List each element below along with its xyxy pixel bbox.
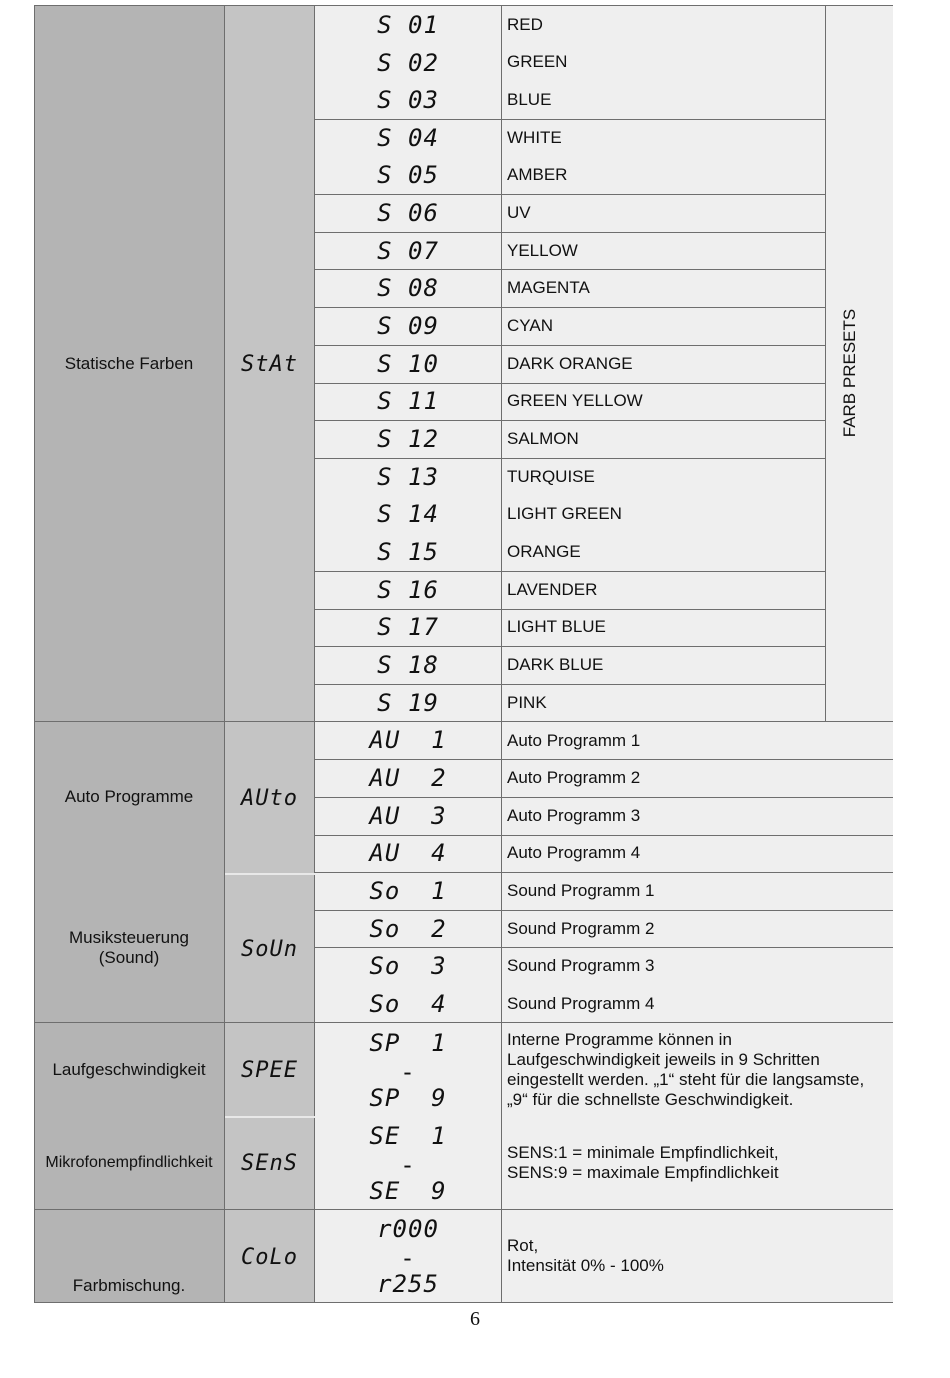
color-code: S 16 [377,576,439,604]
sens-range-start: SE 1 [369,1122,447,1150]
color-code: S 13 [377,463,439,491]
category-music-control: Musiksteuerung [68,928,189,947]
speed-description-line: „9“ für die schnellste Geschwindigkeit. [507,1090,794,1109]
menu-code-stat: StAt [241,352,298,377]
color-code: S 09 [377,312,439,340]
color-name: MAGENTA [507,278,590,297]
speed-range-dash: - [400,1058,416,1086]
menu-code-spee: SPEE [241,1058,298,1083]
color-name: RED [507,15,543,34]
program-code: AU 4 [369,839,447,867]
program-code: AU 3 [369,802,447,830]
mix-range-dash: - [400,1244,416,1272]
menu-code-sens: SEnS [241,1151,298,1176]
speed-range-end: SP 9 [369,1084,447,1112]
program-code: So 1 [369,877,447,905]
mix-description-line: Intensität 0% - 100% [507,1256,664,1275]
color-code: S 08 [377,274,439,302]
program-name: Sound Programm 2 [507,919,655,938]
color-name: BLUE [507,90,552,109]
program-code: AU 1 [369,726,447,754]
category-column-background [35,6,225,1302]
color-name: PINK [507,693,547,712]
category-speed: Laufgeschwindigkeit [52,1060,206,1079]
color-code: S 14 [377,500,439,528]
program-code: AU 2 [369,764,447,792]
color-code: S 12 [377,425,439,453]
sens-range-dash: - [400,1151,416,1179]
category-mic-sensitivity: Mikrofonempfindlichkeit [45,1154,213,1171]
color-code: S 03 [377,86,439,114]
code-cell-divider [225,1116,315,1118]
farb-presets-label: FARB PRESETS [840,308,859,438]
program-name: Auto Programm 4 [507,843,641,862]
color-code: S 17 [377,613,439,641]
color-name: LIGHT GREEN [507,504,622,523]
color-code: S 11 [377,387,439,415]
color-code: S 02 [377,49,439,77]
code-cell-divider [225,873,315,875]
color-name: YELLOW [507,241,578,260]
menu-code-auto: AUto [241,786,298,811]
speed-description-line: Interne Programme können in [507,1030,732,1049]
color-code: S 07 [377,237,439,265]
color-name: AMBER [507,165,568,184]
program-name: Auto Programm 1 [507,731,641,750]
color-name: DARK ORANGE [507,354,633,373]
program-code: So 3 [369,952,447,980]
mix-range-end: r255 [377,1270,439,1298]
program-code: So 2 [369,915,447,943]
program-name: Auto Programm 2 [507,768,641,787]
code-column-background [225,6,315,1302]
menu-code-colo: CoLo [241,1245,298,1270]
color-code: S 18 [377,651,439,679]
color-name: WHITE [507,128,562,147]
speed-description-line: Laufgeschwindigkeit jeweils in 9 Schritten [507,1050,820,1069]
category-auto-programs: Auto Programme [64,787,194,806]
color-name: LAVENDER [507,580,598,599]
program-name: Sound Programm 1 [507,881,655,900]
menu-code-soun: SoUn [241,937,298,962]
color-code: S 15 [377,538,439,566]
color-name: GREEN [507,52,568,71]
color-code: S 01 [377,11,439,39]
mix-description-line: Rot, [507,1236,539,1255]
color-code: S 19 [377,689,439,717]
page-number: 6 [470,1308,480,1330]
sens-description-line: SENS:9 = maximale Empfindlichkeit [507,1163,779,1182]
speed-range-start: SP 1 [369,1029,447,1057]
color-name: LIGHT BLUE [507,617,606,636]
color-name: TURQUISE [507,467,595,486]
color-name: CYAN [507,316,553,335]
color-code: S 06 [377,199,439,227]
category-music-control-sub: (Sound) [98,948,160,967]
color-code: S 04 [377,124,439,152]
color-name: ORANGE [507,542,581,561]
color-name: GREEN YELLOW [507,391,643,410]
program-name: Sound Programm 4 [507,994,655,1013]
sens-description-line: SENS:1 = minimale Empfindlichkeit, [507,1143,779,1162]
color-code: S 05 [377,161,439,189]
sens-range-end: SE 9 [369,1177,447,1205]
speed-description-line: eingestellt werden. „1“ steht für die langsamste, [507,1070,865,1089]
category-color-mix: Farbmischung. [72,1276,186,1295]
program-name: Sound Programm 3 [507,956,655,975]
mix-range-start: r000 [377,1215,439,1243]
color-name: UV [507,203,531,222]
color-name: DARK BLUE [507,655,604,674]
color-code: S 10 [377,350,439,378]
color-name: SALMON [507,429,579,448]
program-code: So 4 [369,990,447,1018]
category-static-colors: Statische Farben [64,354,194,373]
program-name: Auto Programm 3 [507,806,641,825]
